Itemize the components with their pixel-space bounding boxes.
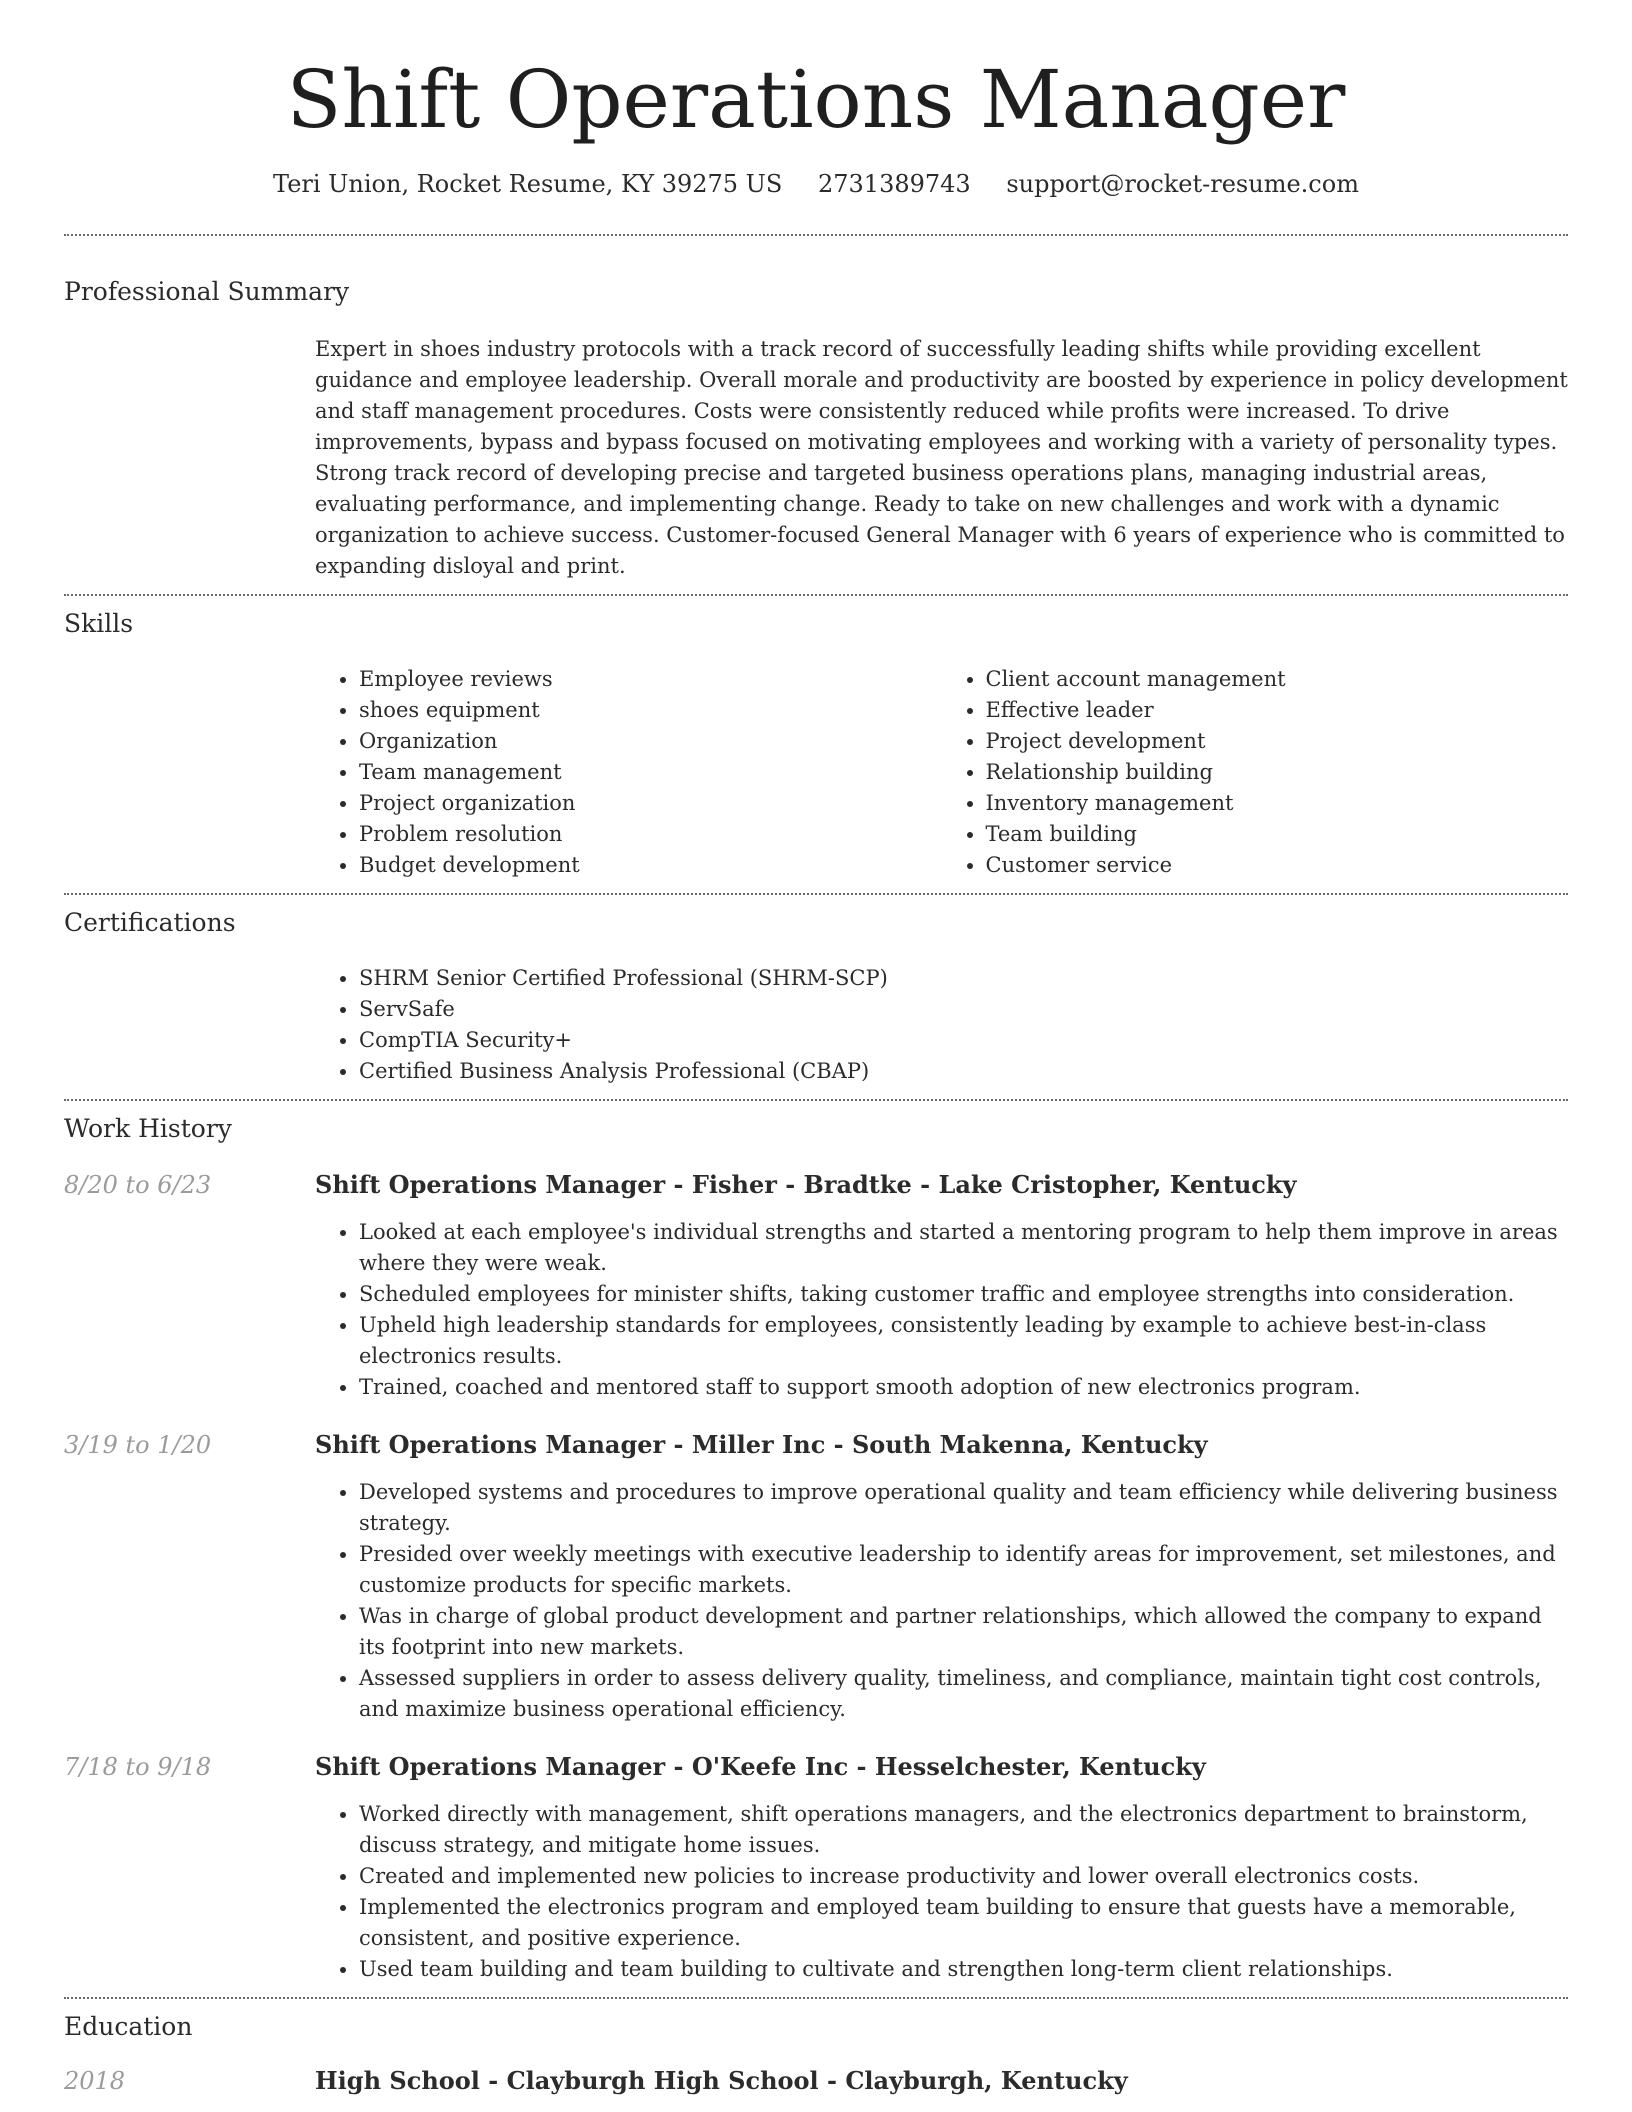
- job-dates: 3/19 to 1/20: [64, 1431, 212, 1459]
- contact-line: [64, 168, 1568, 200]
- job-bullet: • Scheduled employees for minister shifts, taking customer traffic and employee strengths into consideration.: [359, 1279, 1568, 1310]
- education-title: High School - Clayburgh High School - Clayburgh, Kentucky: [315, 2066, 1128, 2095]
- skills-heading: Skills: [64, 609, 134, 638]
- job-entry: [64, 1751, 1568, 1985]
- skill-item: • Budget development: [359, 850, 942, 881]
- job-bullets: [315, 1217, 1568, 1403]
- education-heading: Education: [64, 2012, 193, 2041]
- contact-email: support@rocket-resume.com: [1006, 170, 1359, 198]
- skill-item: • Project development: [986, 726, 1569, 757]
- certifications-section: [64, 895, 1568, 1099]
- resume-name: Shift Operations Manager: [286, 53, 1346, 146]
- job-entry: [64, 1169, 1568, 1403]
- job-bullet: • Upheld high leadership standards for employees, consistently leading by example to achieve best-in-class electronics results.: [359, 1310, 1568, 1372]
- job-title: Shift Operations Manager - Miller Inc - South Makenna, Kentucky: [315, 1430, 1208, 1459]
- work-history-section: [64, 1101, 1568, 1997]
- job-bullet: • Worked directly with management, shift operations managers, and the electronics department to brainstorm, discuss strategy, and mitigate home issues.: [359, 1799, 1568, 1861]
- contact-phone: 2731389743: [817, 170, 971, 198]
- skill-item: • Client account management: [986, 664, 1569, 695]
- skills-columns: [315, 664, 1568, 881]
- certifications-list: [315, 963, 1568, 1087]
- skill-item: • Inventory management: [986, 788, 1569, 819]
- skill-item: • Effective leader: [986, 695, 1569, 726]
- job-bullet: • Created and implemented new policies to increase productivity and lower overall electronics costs.: [359, 1861, 1568, 1892]
- job-bullet: • Trained, coached and mentored staff to support smooth adoption of new electronics program.: [359, 1372, 1568, 1403]
- education-entry: [64, 2065, 1568, 2097]
- skills-section: [64, 596, 1568, 893]
- certification-item: • ServSafe: [359, 994, 1568, 1025]
- skill-item: • Employee reviews: [359, 664, 942, 695]
- skill-item: • Team management: [359, 757, 942, 788]
- summary-heading: Professional Summary: [64, 277, 350, 306]
- certifications-heading: Certifications: [64, 908, 236, 937]
- education-dates: 2018: [64, 2067, 126, 2095]
- job-entry: [64, 1429, 1568, 1725]
- job-bullet: • Developed systems and procedures to improve operational quality and team efficiency while delivering business strategy.: [359, 1477, 1568, 1539]
- job-bullet: • Implemented the electronics program and employed team building to ensure that guests have a memorable, consistent, and positive experience.: [359, 1892, 1568, 1954]
- job-title: Shift Operations Manager - O'Keefe Inc - Hesselchester, Kentucky: [315, 1752, 1206, 1781]
- job-details: [315, 1169, 1568, 1403]
- skill-item: • Customer service: [986, 850, 1569, 881]
- job-bullet: • Presided over weekly meetings with executive leadership to identify areas for improvement, set milestones, and customize products for specific markets.: [359, 1539, 1568, 1601]
- job-bullets: [315, 1799, 1568, 1985]
- skills-list-left: [315, 664, 942, 881]
- job-dates: 7/18 to 9/18: [64, 1753, 212, 1781]
- summary-section: [64, 236, 1568, 594]
- work-history-heading: Work History: [64, 1114, 232, 1143]
- skill-item: • Relationship building: [986, 757, 1569, 788]
- job-details: [315, 1429, 1568, 1725]
- skill-item: • Organization: [359, 726, 942, 757]
- skill-item: • Project organization: [359, 788, 942, 819]
- certification-item: • SHRM Senior Certified Professional (SHRM-SCP): [359, 963, 1568, 994]
- skill-item: • Problem resolution: [359, 819, 942, 850]
- skill-item: • Team building: [986, 819, 1569, 850]
- certification-item: • CompTIA Security+: [359, 1025, 1568, 1056]
- certifications-body: [315, 963, 1568, 1087]
- education-details: [315, 2065, 1568, 2097]
- job-bullets: [315, 1477, 1568, 1725]
- job-bullet: • Used team building and team building to cultivate and strengthen long-term client relationships.: [359, 1954, 1568, 1985]
- contact-address: Teri Union, Rocket Resume, KY 39275 US: [273, 170, 783, 198]
- job-title: Shift Operations Manager - Fisher - Bradtke - Lake Cristopher, Kentucky: [315, 1170, 1297, 1199]
- skills-list-right: [942, 664, 1569, 881]
- certification-item: • Certified Business Analysis Professional (CBAP): [359, 1056, 1568, 1087]
- job-details: [315, 1751, 1568, 1985]
- education-section: [64, 1999, 1568, 2109]
- job-bullet: • Was in charge of global product development and partner relationships, which allowed the company to expand its footprint into new markets.: [359, 1601, 1568, 1663]
- summary-text: Expert in shoes industry protocols with a track record of successfully leading shifts while providing excellent guidance and employee leadership. Overall morale and productivity are boosted by experience in policy development and staff management procedures. Costs were consistently reduced while profits were increased. To drive improvements, bypass and bypass focused on motivating employees and working with a variety of personality types. Strong track record of developing precise and targeted business operations plans, managing industrial areas, evaluating performance, and implementing change. Ready to take on new challenges and work with a dynamic organization to achieve success. Customer-focused General Manager with 6 years of experience who is committed to expanding disloyal and print.: [315, 337, 1568, 578]
- skill-item: • shoes equipment: [359, 695, 942, 726]
- job-bullet: • Looked at each employee's individual strengths and started a mentoring program to help them improve in areas where they were weak.: [359, 1217, 1568, 1279]
- job-bullet: • Assessed suppliers in order to assess delivery quality, timeliness, and compliance, maintain tight cost controls, and maximize business operational efficiency.: [359, 1663, 1568, 1725]
- job-dates: 8/20 to 6/23: [64, 1171, 212, 1199]
